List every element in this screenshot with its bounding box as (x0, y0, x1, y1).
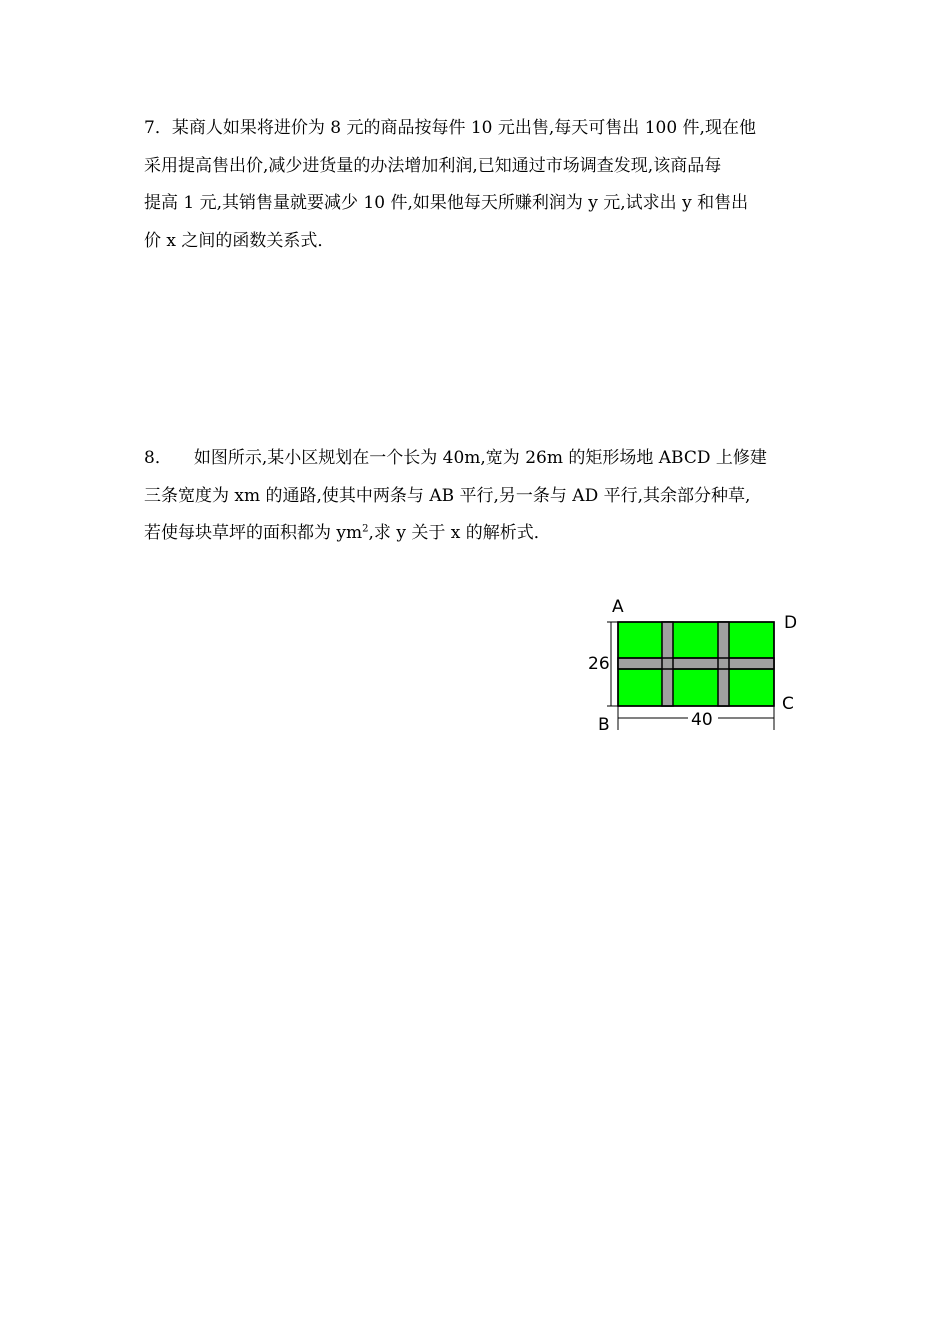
superscript-2: 2 (362, 523, 369, 535)
problem-7 (144, 110, 814, 260)
problem-8-line-1: 8． 如图所示,某小区规划在一个长为 40m,宽为 26m 的矩形场地 ABCD 上修建 (144, 448, 767, 468)
problem-7-line-3: 提高 1 元,其销售量就要减少 10 件,如果他每天所赚利润为 y 元,试求出 y 和售出 (144, 193, 749, 213)
problem-8-number: 8． (144, 448, 172, 468)
problem-7-line-1: 7．某商人如果将进价为 8 元的商品按每件 10 元出售,每天可售出 100 件,现在他 (144, 118, 756, 138)
label-B: B (598, 715, 610, 735)
road-vertical-1 (662, 622, 673, 706)
problem-8 (144, 440, 814, 553)
label-width-26: 26 (588, 654, 610, 674)
rectangle-field-figure (578, 592, 808, 740)
label-D: D (784, 613, 798, 633)
problem-7-line-2: 采用提高售出价,减少进货量的办法增加利润,已知通过市场调查发现,该商品每 (144, 155, 722, 176)
problem-7-number: 7． (144, 118, 172, 138)
label-C: C (782, 694, 794, 714)
label-length-40: 40 (691, 710, 713, 730)
problem-8-line-3: 若使每块草坪的面积都为 $ym^2$,求 y 关于 x 的解析式． (144, 523, 551, 543)
road-horizontal (618, 658, 774, 669)
problem-8-line-2: 三条宽度为 xm 的通路,使其中两条与 AB 平行,另一条与 AD 平行,其余部分种草, (144, 485, 751, 506)
label-A: A (612, 597, 624, 617)
road-vertical-2 (718, 622, 729, 706)
problem-7-line-4: 价 x 之间的函数关系式． (144, 230, 335, 251)
